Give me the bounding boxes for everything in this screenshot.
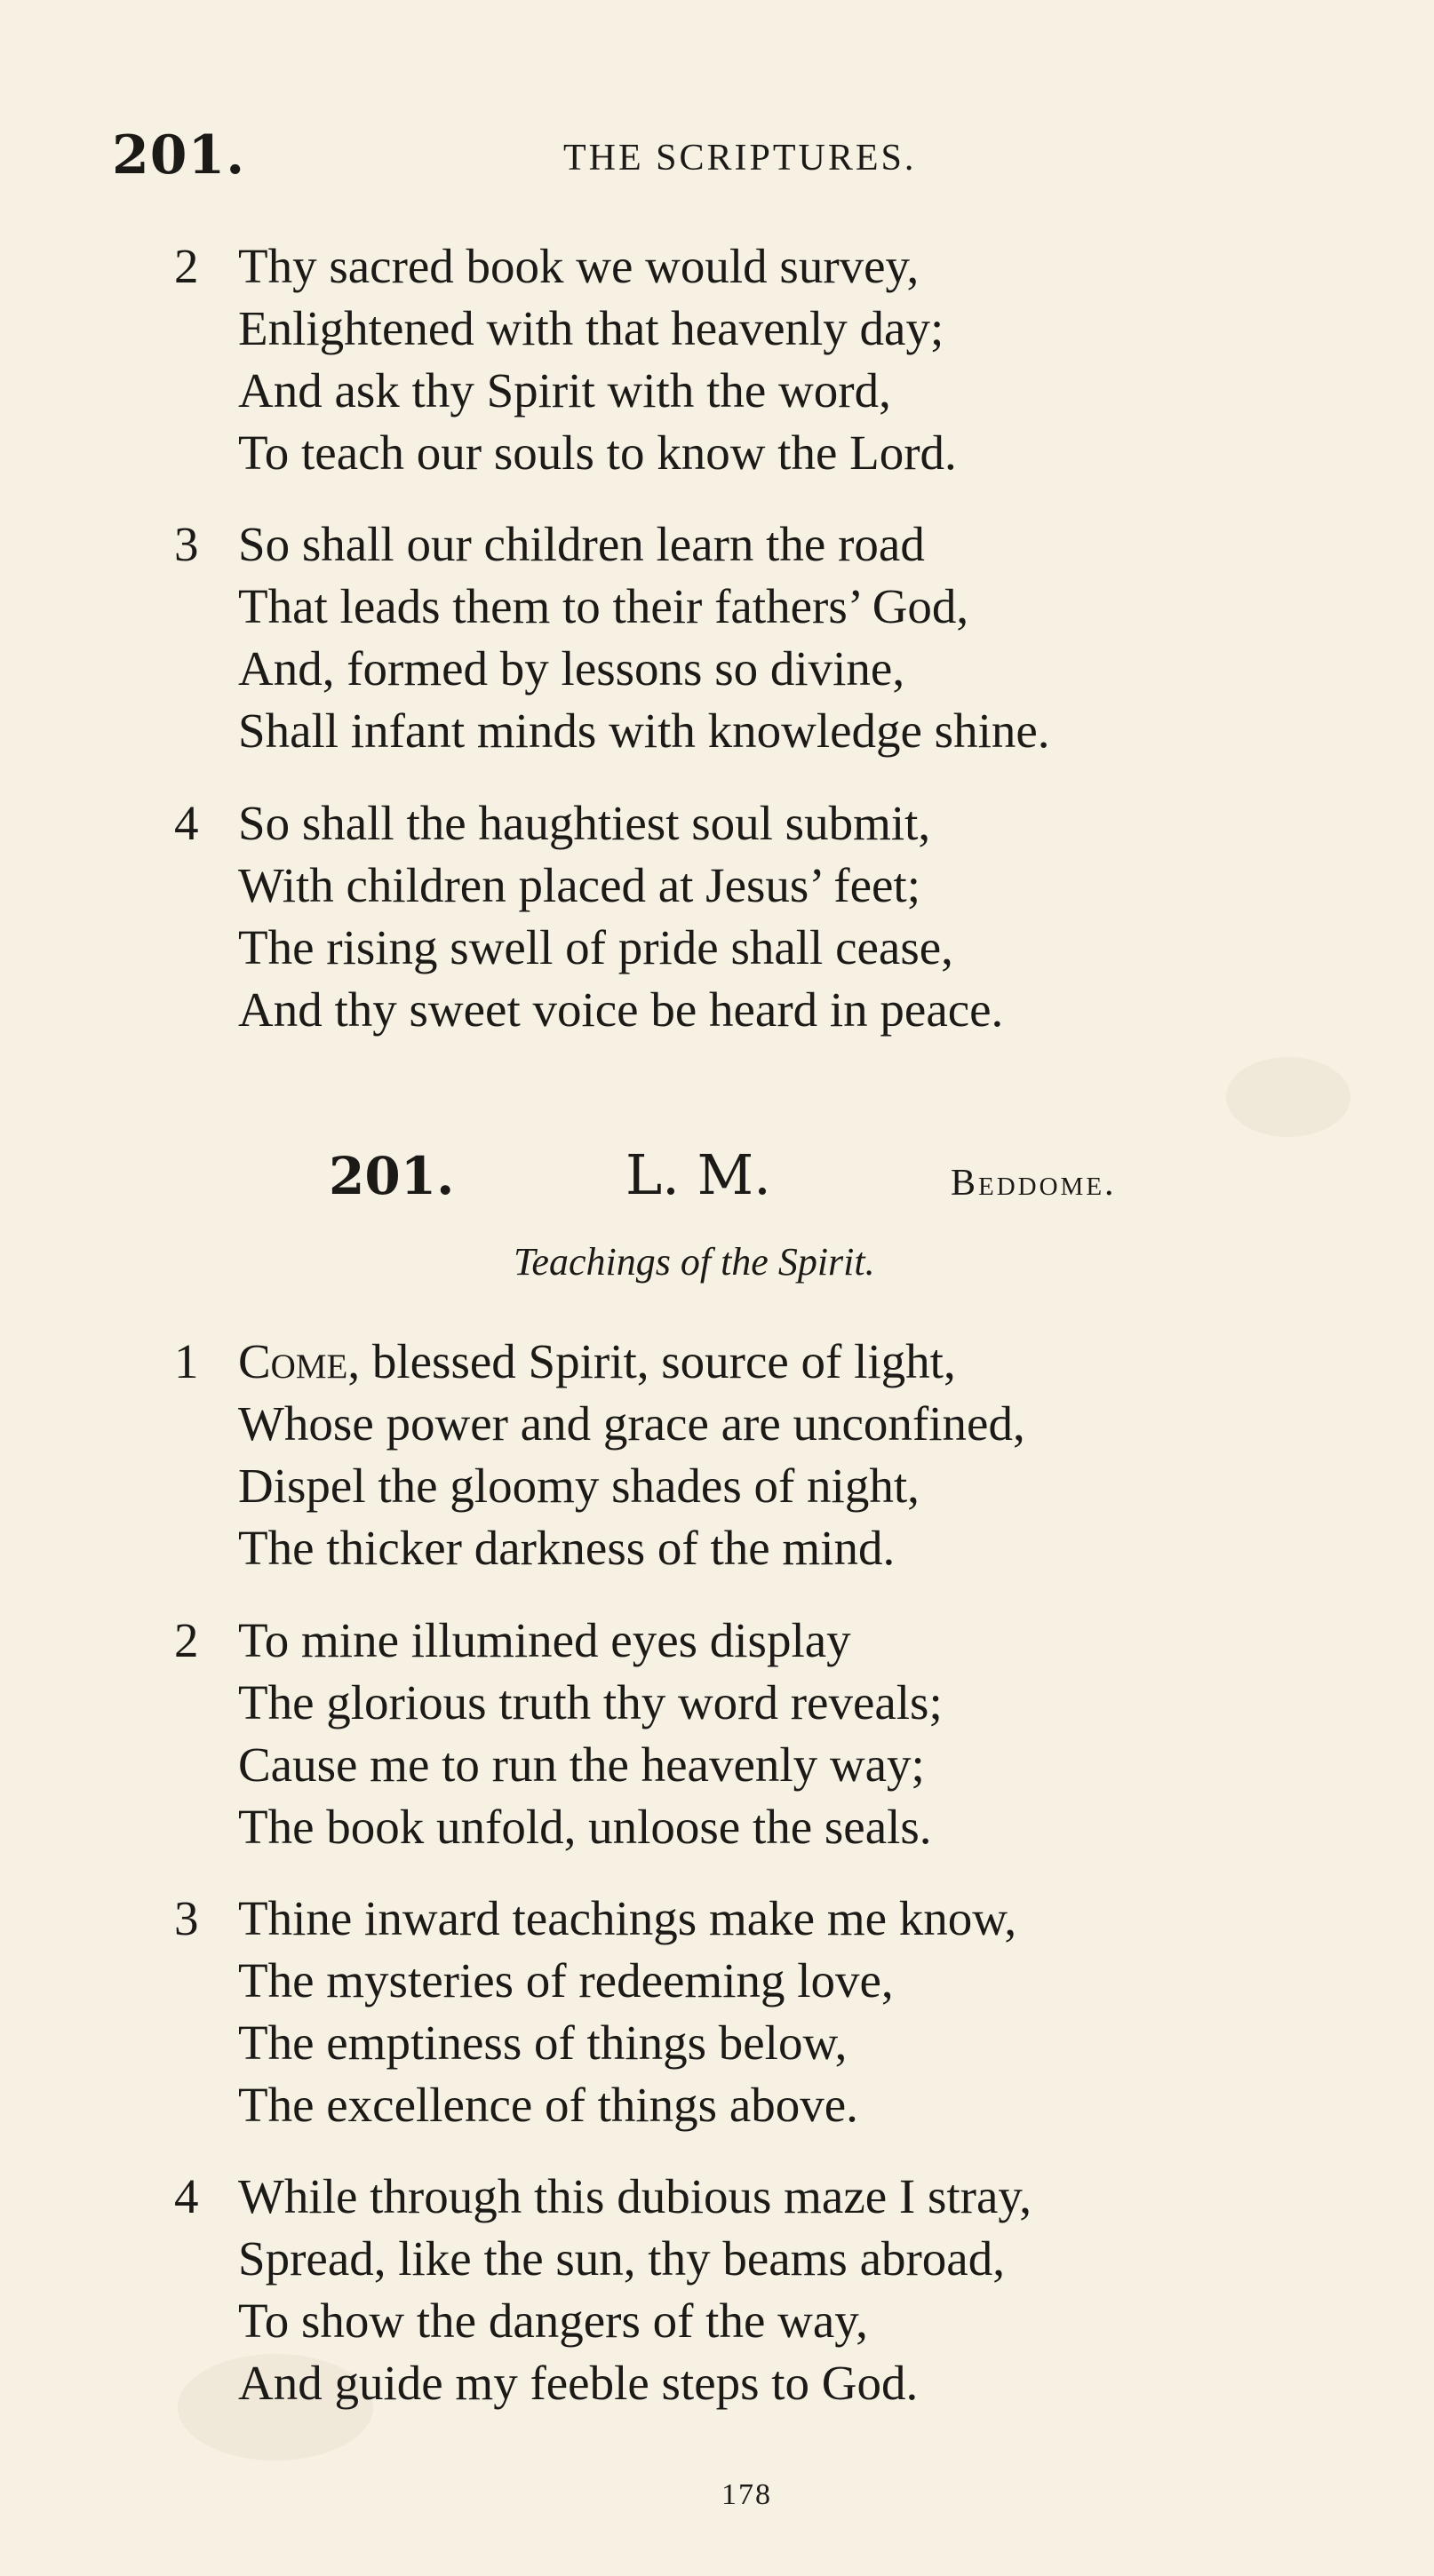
running-head-hymn-number: 201. [112,124,246,187]
stanza-number: 4 [174,796,199,850]
hymn-header [329,1142,1217,1226]
hymn-subtitle: Teachings of the Spirit. [514,1240,875,1284]
paper-stain [1226,1057,1350,1137]
stanza-line: So shall the haughtiest soul submit, [238,796,931,850]
stanza-line: And ask thy Spirit with the word, [238,363,891,417]
stanza-line: To mine illumined eyes display [238,1613,851,1667]
stanza-number: 4 [174,2169,199,2223]
stanza-first-line [238,1331,956,1393]
stanza-line: The glorious truth thy word reveals; [238,1675,943,1729]
stanza-line: The excellence of things above. [238,2078,858,2132]
stanza-line: And guide my feeble steps to God. [238,2356,919,2410]
stanza-line: Spread, like the sun, thy beams abroad, [238,2231,1005,2286]
stanza-number: 2 [174,1613,199,1667]
stanza-number: 2 [174,239,199,293]
stanza-line: To teach our souls to know the Lord. [238,425,957,480]
stanza-line: The mysteries of redeeming love, [238,1953,894,2008]
running-head [112,124,1356,195]
stanza-number: 1 [174,1334,199,1388]
stanza-line: The book unfold, unloose the seals. [238,1800,932,1854]
stanza-line: Thy sacred book we would survey, [238,239,920,293]
stanza-line: And, formed by lessons so divine, [238,641,905,696]
stanza-line: And thy sweet voice be heard in peace. [238,982,1004,1037]
stanza-line: Cause me to run the heavenly way; [238,1737,925,1792]
hymn-author: Beddome. [951,1163,1117,1204]
stanza-line: Dispel the gloomy shades of night, [238,1459,920,1513]
stanza-line: To show the dangers of the way, [238,2294,868,2348]
stanza-line: While through this dubious maze I stray, [238,2169,1032,2223]
hymn-meter: L. M. [625,1142,771,1207]
first-word: Come, [238,1334,361,1388]
stanza-line: The rising swell of pride shall cease, [238,920,953,974]
stanza-line-rest: blessed Spirit, source of light, [371,1334,956,1388]
stanza-line: The thicker darkness of the mind. [238,1521,896,1575]
stanza-line: Shall infant minds with knowledge shine. [238,704,1050,758]
stanza-line: Thine inward teachings make me know, [238,1891,1017,1945]
page-number: 178 [721,2478,772,2511]
stanza-line: The emptiness of things below, [238,2015,848,2070]
stanza-line: Whose power and grace are unconfined, [238,1396,1025,1451]
stanza-line: That leads them to their fathers’ God, [238,579,969,633]
running-head-section-title: THE SCRIPTURES. [563,138,917,179]
stanza-line: Enlightened with that heavenly day; [238,301,944,355]
hymn-number: 201. [329,1146,455,1206]
stanza-line: So shall our children learn the road [238,517,925,571]
stanza-number: 3 [174,1891,199,1945]
stanza-number: 3 [174,517,199,571]
stanza-line: With children placed at Jesus’ feet; [238,858,920,912]
